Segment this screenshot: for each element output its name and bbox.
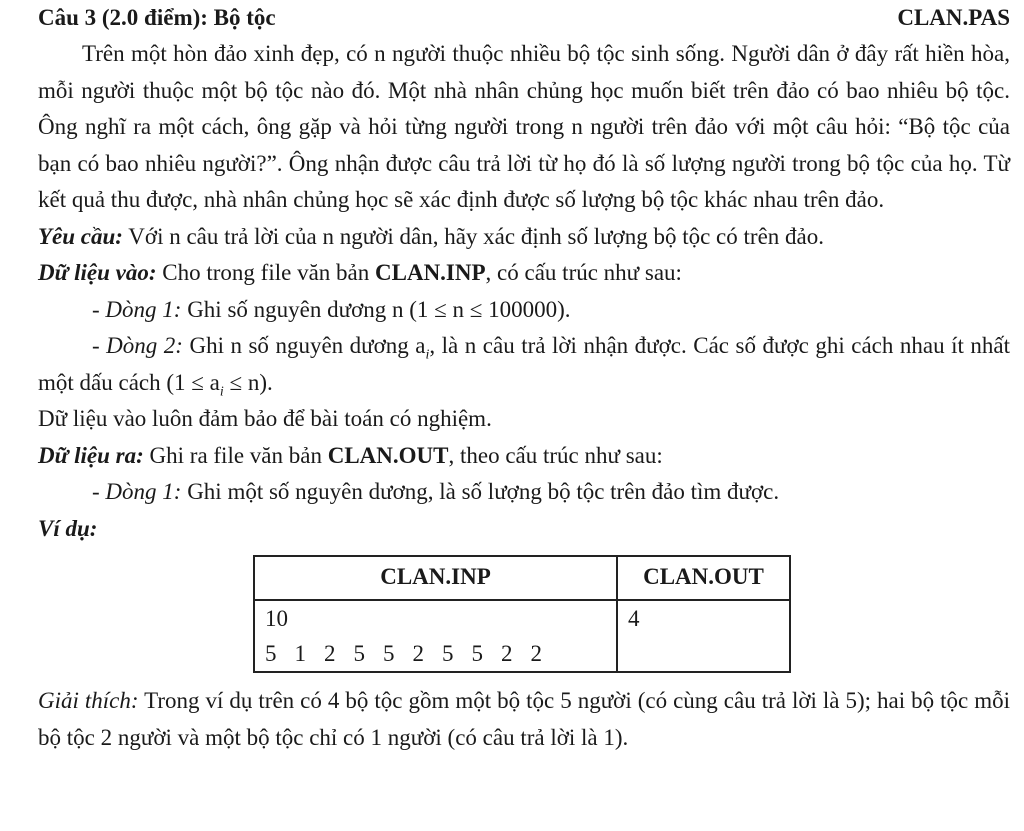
input-line-1-text: Ghi số nguyên dương n (1 ≤ n ≤ 100000).	[181, 296, 571, 322]
output-text: Ghi ra file văn bản	[143, 442, 328, 468]
input-line-2	[38, 328, 1010, 401]
requirement-text: Với n câu trả lời của n người dân, hãy xác định số lượng bộ tộc có trên đảo.	[122, 223, 824, 249]
requirement-label: Yêu cầu:	[38, 223, 123, 249]
input-value: 5	[353, 641, 365, 666]
output-file: CLAN.OUT	[327, 442, 449, 468]
problem-file: CLAN.PAS	[897, 5, 1010, 30]
col-header-output: CLAN.OUT	[617, 556, 790, 600]
input-label: Dữ liệu vào:	[38, 260, 157, 285]
input-line-2-label: - Dòng 2:	[92, 333, 183, 358]
subscript-i-2: i	[219, 384, 224, 400]
input-text: Cho trong file văn bản	[156, 260, 376, 285]
output-label: Dữ liệu ra:	[38, 442, 144, 468]
output-text-end: , theo cấu trúc như sau:	[448, 442, 663, 468]
input-value: 1	[294, 641, 306, 666]
problem-header	[38, 0, 1010, 36]
input-line-2-text2: , là n câu trả lời nhận được. Các số được ghi cách nhau ít nhất một dấu cách (1 ≤ a	[38, 333, 1010, 395]
input-text-end: , có cấu trúc như sau:	[485, 260, 682, 285]
output-paragraph	[38, 438, 1010, 475]
input-line-1	[38, 292, 1010, 329]
input-guarantee: Dữ liệu vào luôn đảm bảo để bài toán có nghiệm.	[38, 406, 492, 431]
input-line-2-text3: ≤ n).	[223, 369, 273, 395]
input-cell	[254, 600, 617, 672]
input-value: 2	[412, 641, 424, 666]
explanation-paragraph	[38, 683, 1010, 756]
example-table	[253, 555, 791, 673]
input-values-row	[265, 636, 606, 671]
output-line-1-text: Ghi một số nguyên dương, là số lượng bộ tộc trên đảo tìm được.	[181, 479, 780, 504]
output-cell	[617, 600, 790, 672]
input-line-1-label: - Dòng 1:	[92, 296, 182, 322]
input-value: 5	[471, 641, 483, 666]
input-value: 5	[383, 641, 395, 666]
input-value: 5	[442, 641, 454, 666]
output-value: 4	[628, 606, 640, 631]
explanation-text: Trong ví dụ trên có 4 bộ tộc gồm một bộ tộc 5 người (có cùng câu trả lời là 5); hai bộ tộc mỗi bộ tộc 2 người và một bộ tộc chỉ có 1 người (có câu trả lời là 1).	[38, 688, 1011, 750]
output-line-1	[38, 474, 1010, 511]
input-line-n: 10	[265, 606, 288, 631]
requirement-paragraph	[38, 219, 1010, 256]
input-value: 2	[324, 641, 336, 666]
problem-title: Câu 3 (2.0 điểm): Bộ tộc	[38, 5, 276, 30]
example-label	[38, 511, 1010, 548]
input-value: 2	[501, 641, 513, 666]
explanation-label: Giải thích:	[38, 688, 139, 713]
subscript-i: i	[425, 347, 430, 363]
input-file: CLAN.INP	[375, 260, 486, 285]
example-label-text: Ví dụ:	[38, 515, 98, 541]
input-paragraph	[38, 255, 1010, 292]
col-header-input: CLAN.INP	[254, 556, 617, 600]
input-value: 2	[530, 641, 542, 666]
intro-paragraph: Trên một hòn đảo xinh đẹp, có n người thuộc nhiều bộ tộc sinh sống. Người dân ở đây rất hiền hòa, mỗi người thuộc một bộ tộc nào đó. Một nhà nhân chủng học muốn biết trên đảo có bao nhiêu bộ tộc. Ông nghĩ ra một cách, ông gặp và hỏi từng người trong n người trên đảo với một câu hỏi: “Bộ tộc của bạn có bao nhiêu người?”. Ông nhận được câu trả lời từ họ đó là số lượng người trong bộ tộc của họ. Từ kết quả thu được, nhà nhân chủng học sẽ xác định được số lượng bộ tộc khác nhau trên đảo.	[38, 41, 1010, 212]
input-line-2-text: Ghi n số nguyên dương a	[182, 333, 426, 358]
output-line-1-label: - Dòng 1:	[92, 479, 182, 504]
input-value: 5	[265, 641, 277, 666]
